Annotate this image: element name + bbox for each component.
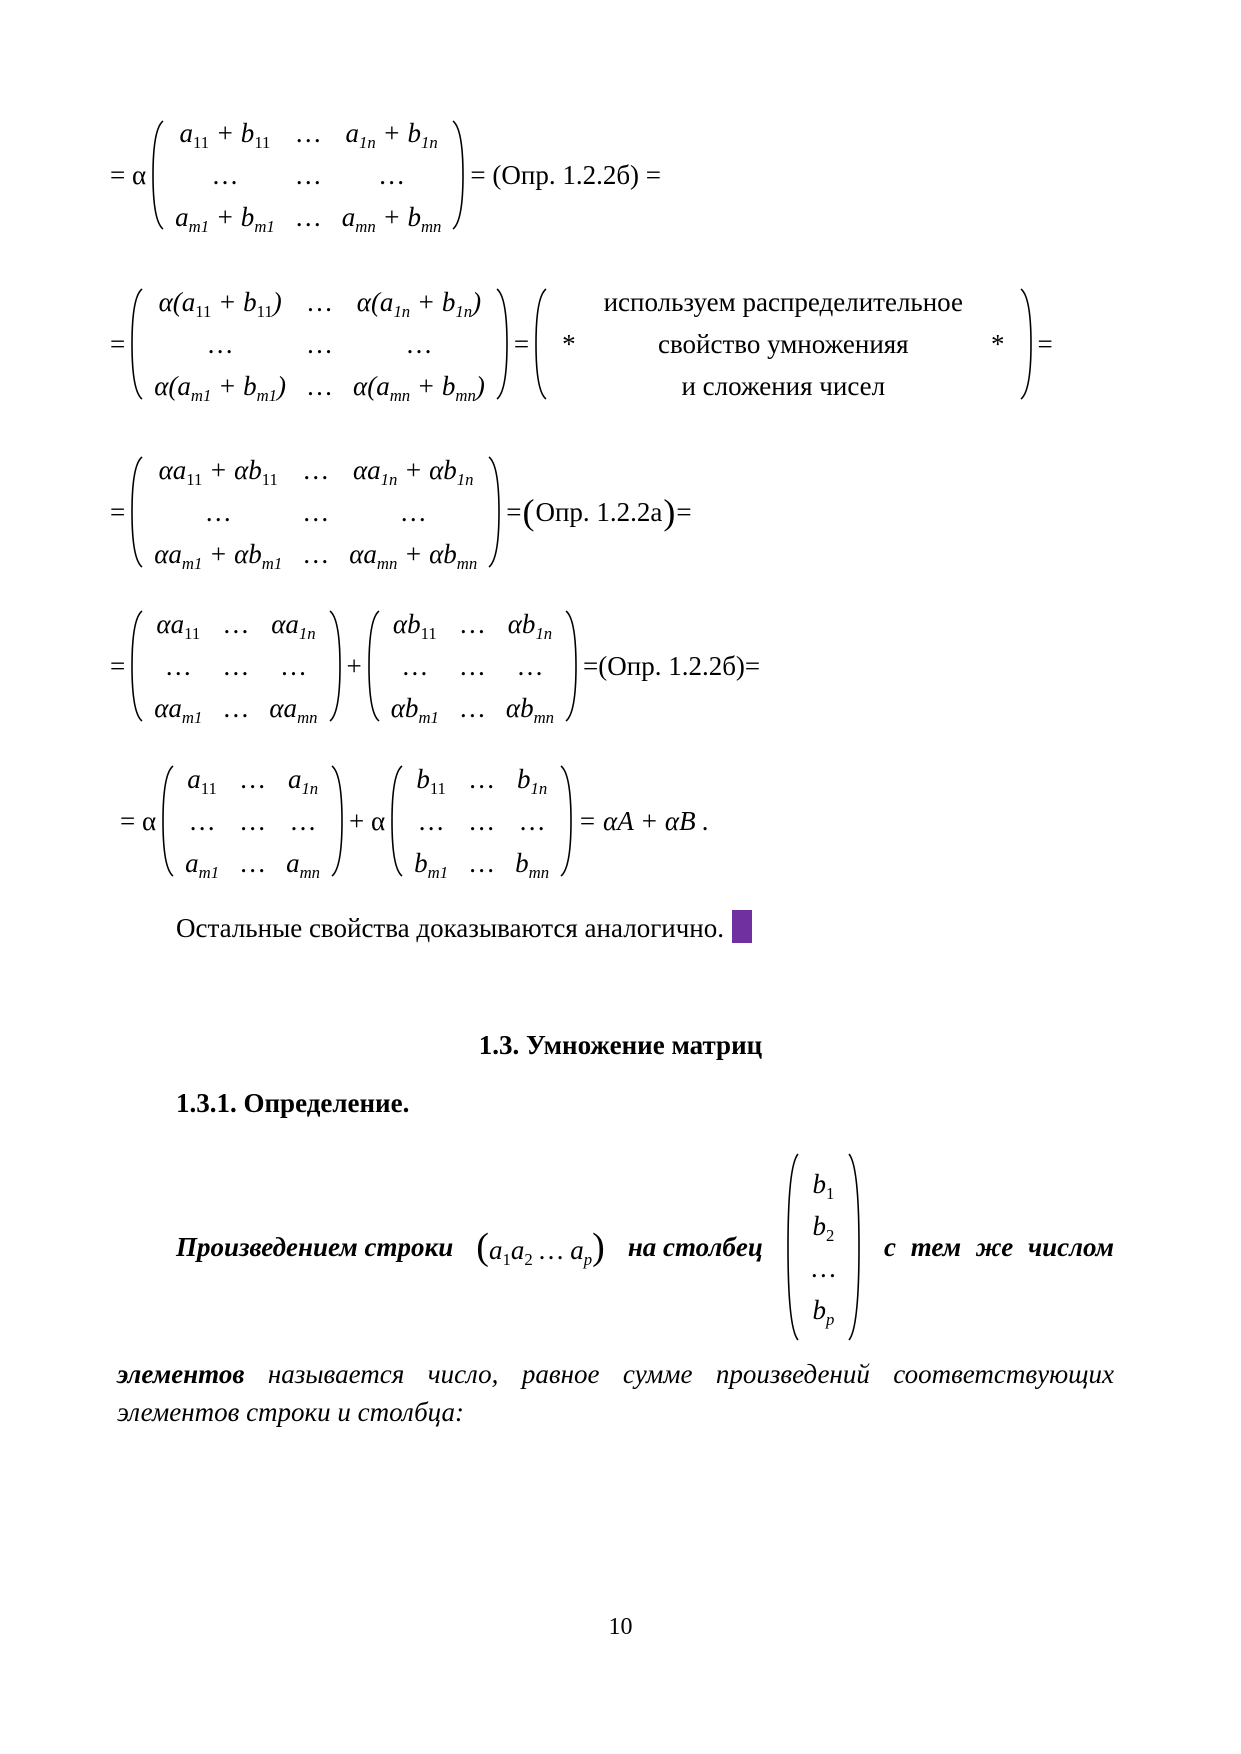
left-paren-icon (390, 764, 404, 878)
right-paren-icon (564, 609, 578, 723)
left-paren-icon (367, 609, 381, 723)
matrix-cell: … (468, 806, 496, 836)
right-paren-icon (328, 609, 342, 723)
matrix-cell: … (458, 693, 486, 723)
right-paren-icon (559, 764, 573, 878)
right-paren-icon (847, 1152, 861, 1342)
matrix-cell: $\alpha a_{m1} + \alpha b_{m1}$ (154, 539, 283, 573)
paren-open: ( (522, 492, 535, 532)
matrix-cell: … (294, 118, 322, 148)
rest-sentence: Остальные свойства доказываются аналогично. (176, 913, 724, 943)
eq2-prefix: = (110, 328, 126, 359)
eq4-matrix-b (381, 603, 564, 729)
right-paren-icon (495, 287, 509, 401)
matrix-cell: $\alpha a_{mn} + \alpha b_{mn}$ (349, 539, 478, 573)
matrix-cell: … (239, 848, 267, 878)
matrix-cell: … (222, 651, 250, 681)
matrix-cell: $a_{mn} + b_{mn}$ (341, 202, 442, 236)
definition-line (176, 1150, 1114, 1344)
matrix-cell: $a_{mn}$ (286, 848, 321, 882)
matrix-cell: … (239, 764, 267, 794)
matrix-cell: $b_{m1}$ (414, 848, 449, 882)
equals-sign: = (513, 328, 530, 359)
left-paren-icon (130, 455, 144, 569)
matrix-cell: … (204, 497, 232, 527)
vector-cell: $b_2$ (812, 1211, 835, 1245)
eq5-prefix: = α (120, 805, 157, 836)
eq4-matrix-a (144, 603, 327, 729)
note-line-3: и сложения чисел (681, 371, 886, 401)
matrix-cell: $\alpha b_{11}$ (392, 609, 437, 643)
right-paren-icon (1019, 287, 1033, 401)
definition-part-2: на столбец (627, 1231, 763, 1262)
note-line-2: свойство умноженияя (657, 329, 909, 359)
matrix-cell: $b_{11}$ (416, 764, 446, 798)
note-star-right: * (991, 329, 1005, 359)
matrix-cell: … (211, 160, 239, 190)
definition-continuation (117, 1355, 1114, 1431)
note-line-1: используем распределительное (603, 287, 963, 317)
matrix-cell: … (279, 651, 307, 681)
vector-cell: $b_1$ (812, 1169, 835, 1203)
equation-3 (105, 449, 697, 575)
matrix-cell: $\alpha a_{m1}$ (154, 693, 203, 727)
matrix-cell: $\alpha(a_{m1} + b_{m1})$ (154, 371, 287, 405)
matrix-cell: … (164, 651, 192, 681)
eq5-result: = αA + αB . (578, 805, 710, 836)
subsection-title: 1.3.1. Определение. (176, 1088, 410, 1118)
equation-2 (105, 281, 1058, 407)
matrix-cell: $a_{11} + b_{11}$ (179, 118, 271, 152)
eq3-suffix: Опр. 1.2.2а (535, 496, 663, 527)
eq5-matrix-a (175, 758, 330, 884)
left-paren-icon (130, 609, 144, 723)
page-number: 10 (608, 1614, 633, 1640)
matrix-cell: … (399, 497, 427, 527)
matrix-cell: $\alpha b_{m1}$ (390, 693, 439, 727)
eq1-suffix: = (Опр. 1.2.2б) = (470, 159, 662, 190)
note-blank (977, 365, 1019, 407)
qed-square-icon (732, 910, 752, 943)
plus-alpha: + α (349, 805, 386, 836)
matrix-cell: $\alpha b_{1n}$ (507, 609, 553, 643)
matrix-cell: $a_{m1} + b_{m1}$ (175, 202, 275, 236)
definition-part-3: с тем же числом (883, 1231, 1114, 1262)
eq2-note (548, 281, 1018, 407)
note-blank (977, 281, 1019, 323)
matrix-cell: … (206, 329, 234, 359)
definition-part-1: Произведением строки (176, 1231, 454, 1262)
equals-sign: = (1037, 328, 1053, 359)
matrix-cell: … (516, 651, 544, 681)
matrix-cell: … (458, 609, 486, 639)
matrix-cell: $a_{m1}$ (185, 848, 220, 882)
matrix-cell: $\alpha a_{1n} + \alpha b_{1n}$ (352, 455, 474, 489)
equals-sign: = (676, 496, 692, 527)
matrix-cell: $\alpha(a_{11} + b_{11})$ (158, 287, 282, 321)
matrix-cell: $a_{11}$ (187, 764, 217, 798)
left-paren-icon (130, 287, 144, 401)
matrix-cell: $\alpha a_{1n}$ (271, 609, 316, 643)
paren-close: ) (663, 492, 676, 532)
section-title: 1.3. Умножение матриц (478, 1030, 763, 1060)
matrix-cell: … (468, 848, 496, 878)
matrix-cell: … (239, 806, 267, 836)
note-blank (548, 365, 590, 407)
column-vector-table (800, 1163, 847, 1331)
matrix-cell: … (417, 806, 445, 836)
eq3-prefix: = (110, 496, 126, 527)
matrix-cell: … (306, 287, 334, 317)
eq1-prefix: = α (110, 159, 147, 190)
rest-sentence-line (176, 910, 752, 944)
matrix-cell: … (306, 329, 334, 359)
equation-4 (105, 603, 765, 729)
matrix-cell: $b_{mn}$ (515, 848, 550, 882)
matrix-cell: … (306, 371, 334, 401)
right-paren-icon (330, 764, 344, 878)
matrix-cell: … (289, 806, 317, 836)
eq4-suffix: =(Опр. 1.2.2б)= (583, 650, 761, 681)
matrix-cell: … (468, 764, 496, 794)
eq2-matrix (144, 281, 495, 407)
left-paren-icon (786, 1152, 800, 1342)
matrix-cell: … (302, 539, 330, 569)
matrix-cell: … (222, 609, 250, 639)
matrix-cell: $a_{1n} + b_{1n}$ (345, 118, 438, 152)
matrix-cell: $\alpha a_{11} + \alpha b_{11}$ (158, 455, 278, 489)
matrix-cell: … (294, 160, 322, 190)
eq4-prefix: = (110, 650, 126, 681)
matrix-cell: … (302, 455, 330, 485)
matrix-cell: … (222, 693, 250, 723)
definition-rest: называется число, равное сумме произведений соответствующих элементов строки и столбца: (117, 1359, 1115, 1427)
plus-sign: + (346, 650, 362, 681)
matrix-cell: $a_{1n}$ (287, 764, 319, 798)
matrix-cell: … (188, 806, 216, 836)
left-paren-icon (161, 764, 175, 878)
matrix-cell: … (518, 806, 546, 836)
eq5-matrix-b (404, 758, 559, 884)
left-paren-icon (534, 287, 548, 401)
matrix-cell: … (378, 160, 406, 190)
equals-sign: = (506, 496, 522, 527)
eq3-matrix (144, 449, 487, 575)
matrix-cell: $\alpha(a_{1n} + b_{1n})$ (356, 287, 482, 321)
bold-word: элементов (117, 1359, 245, 1389)
matrix-cell: … (458, 651, 486, 681)
eq1-matrix (165, 112, 451, 238)
matrix-cell: $b_{1n}$ (516, 764, 548, 798)
vector-cell: … (809, 1253, 837, 1283)
matrix-cell: $\alpha(a_{mn} + b_{mn})$ (353, 371, 485, 405)
matrix-cell: $\alpha a_{mn}$ (269, 693, 318, 727)
matrix-cell: $\alpha a_{11}$ (156, 609, 201, 643)
equation-1 (105, 112, 666, 238)
matrix-cell: … (294, 202, 322, 232)
matrix-cell: … (401, 651, 429, 681)
matrix-cell: $\alpha b_{mn}$ (505, 693, 555, 727)
note-blank (548, 281, 590, 323)
left-paren-icon (151, 119, 165, 231)
equation-5 (115, 758, 714, 884)
vector-cell: $b_p$ (812, 1295, 835, 1329)
right-paren-icon (451, 119, 465, 231)
note-star-left: * (562, 329, 576, 359)
right-paren-icon (487, 455, 501, 569)
matrix-cell: … (405, 329, 433, 359)
row-vector: ($a_1a_2$ … $a_p$) (476, 1226, 605, 1269)
matrix-cell: … (302, 497, 330, 527)
column-vector (786, 1152, 861, 1342)
